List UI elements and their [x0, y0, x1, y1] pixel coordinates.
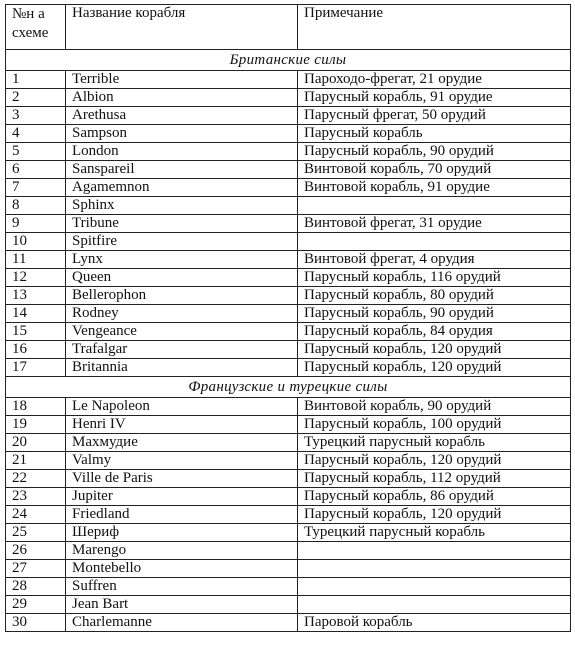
ship-name-cell: Montebello: [66, 560, 298, 578]
ship-name-cell: Vengeance: [66, 323, 298, 341]
ship-number-cell: 24: [6, 506, 66, 524]
ship-name-cell: Trafalgar: [66, 341, 298, 359]
table-row: [6, 125, 571, 143]
ship-note-cell: Парусный корабль, 120 орудий: [298, 452, 571, 470]
section-title: Британские силы: [6, 50, 571, 71]
ship-number-cell: 9: [6, 215, 66, 233]
ship-note-cell: Парусный корабль, 80 орудий: [298, 287, 571, 305]
ship-name-cell: Lynx: [66, 251, 298, 269]
ship-number-cell: 2: [6, 89, 66, 107]
table-row: [6, 359, 571, 377]
table-row: [6, 287, 571, 305]
ship-name-cell: Agamemnon: [66, 179, 298, 197]
ship-note-cell: Винтовой корабль, 70 орудий: [298, 161, 571, 179]
ship-note-cell: Парусный корабль, 86 орудий: [298, 488, 571, 506]
ship-number-cell: 4: [6, 125, 66, 143]
ship-note-cell: Парусный корабль: [298, 125, 571, 143]
ship-number-cell: 12: [6, 269, 66, 287]
ship-number-cell: 11: [6, 251, 66, 269]
ship-name-cell: Sanspareil: [66, 161, 298, 179]
ship-number-cell: 26: [6, 542, 66, 560]
ship-number-cell: 17: [6, 359, 66, 377]
table-row: [6, 524, 571, 542]
ship-name-cell: Bellerophon: [66, 287, 298, 305]
ship-number-cell: 13: [6, 287, 66, 305]
table-row: [6, 506, 571, 524]
ship-name-cell: Rodney: [66, 305, 298, 323]
ship-name-cell: London: [66, 143, 298, 161]
ship-name-cell: Jupiter: [66, 488, 298, 506]
column-header-number: №н а схеме: [6, 5, 66, 50]
ship-name-cell: Jean Bart: [66, 596, 298, 614]
ship-name-cell: Sampson: [66, 125, 298, 143]
table-row: [6, 107, 571, 125]
ship-name-cell: Sphinx: [66, 197, 298, 215]
ship-note-cell: Турецкий парусный корабль: [298, 434, 571, 452]
ship-name-cell: Queen: [66, 269, 298, 287]
table-row: [6, 614, 571, 632]
ship-note-cell: Парусный корабль, 120 орудий: [298, 506, 571, 524]
ship-number-cell: 3: [6, 107, 66, 125]
table-row: [6, 488, 571, 506]
table-row: [6, 398, 571, 416]
ship-name-cell: Arethusa: [66, 107, 298, 125]
table-row: [6, 161, 571, 179]
ship-name-cell: Terrible: [66, 71, 298, 89]
ship-note-cell: Пароходо-фрегат, 21 орудие: [298, 71, 571, 89]
ship-note-cell: Винтовой фрегат, 4 орудия: [298, 251, 571, 269]
ship-note-cell: [298, 578, 571, 596]
ship-note-cell: Турецкий парусный корабль: [298, 524, 571, 542]
ship-name-cell: Friedland: [66, 506, 298, 524]
ship-name-cell: Ville de Paris: [66, 470, 298, 488]
ship-name-cell: Tribune: [66, 215, 298, 233]
table-row: [6, 323, 571, 341]
ship-number-cell: 15: [6, 323, 66, 341]
ship-note-cell: Винтовой фрегат, 31 орудие: [298, 215, 571, 233]
ship-note-cell: Парусный корабль, 91 орудие: [298, 89, 571, 107]
column-header-note: Примечание: [298, 5, 571, 50]
ship-name-cell: Spitfire: [66, 233, 298, 251]
table-row: [6, 596, 571, 614]
ship-number-cell: 25: [6, 524, 66, 542]
ship-number-cell: 7: [6, 179, 66, 197]
ship-note-cell: Парусный корабль, 84 орудия: [298, 323, 571, 341]
ship-name-cell: Махмудие: [66, 434, 298, 452]
ship-note-cell: [298, 197, 571, 215]
table-row: [6, 578, 571, 596]
ship-name-cell: Britannia: [66, 359, 298, 377]
ship-number-cell: 27: [6, 560, 66, 578]
ship-note-cell: Винтовой корабль, 90 орудий: [298, 398, 571, 416]
table-row: [6, 416, 571, 434]
ship-number-cell: 20: [6, 434, 66, 452]
section-title: Французские и турецкие силы: [6, 377, 571, 398]
table-row: [6, 452, 571, 470]
table-row: [6, 470, 571, 488]
ships-document: [5, 4, 571, 632]
ship-note-cell: [298, 542, 571, 560]
ship-note-cell: [298, 560, 571, 578]
ship-number-cell: 14: [6, 305, 66, 323]
table-row: [6, 71, 571, 89]
ship-number-cell: 1: [6, 71, 66, 89]
ship-number-cell: 16: [6, 341, 66, 359]
ship-note-cell: [298, 596, 571, 614]
section-header-row: [6, 50, 571, 71]
ship-number-cell: 29: [6, 596, 66, 614]
ship-number-cell: 23: [6, 488, 66, 506]
ship-number-cell: 30: [6, 614, 66, 632]
ship-note-cell: Парусный корабль, 90 орудий: [298, 305, 571, 323]
ship-name-cell: Le Napoleon: [66, 398, 298, 416]
ship-number-cell: 22: [6, 470, 66, 488]
ship-name-cell: Valmy: [66, 452, 298, 470]
section-header-row: [6, 377, 571, 398]
ship-number-cell: 21: [6, 452, 66, 470]
ships-table: [5, 4, 571, 632]
ship-note-cell: Парусный фрегат, 50 орудий: [298, 107, 571, 125]
ship-note-cell: Винтовой корабль, 91 орудие: [298, 179, 571, 197]
table-row: [6, 251, 571, 269]
table-row: [6, 143, 571, 161]
table-row: [6, 560, 571, 578]
ship-note-cell: Парусный корабль, 116 орудий: [298, 269, 571, 287]
ship-number-cell: 6: [6, 161, 66, 179]
ship-name-cell: Albion: [66, 89, 298, 107]
table-body: [6, 50, 571, 632]
column-header-ship-name: Название корабля: [66, 5, 298, 50]
ship-note-cell: Парусный корабль, 120 орудий: [298, 341, 571, 359]
ship-number-cell: 19: [6, 416, 66, 434]
table-row: [6, 305, 571, 323]
ship-name-cell: Henri IV: [66, 416, 298, 434]
ship-number-cell: 28: [6, 578, 66, 596]
ship-note-cell: Парусный корабль, 120 орудий: [298, 359, 571, 377]
table-row: [6, 215, 571, 233]
ship-note-cell: Парусный корабль, 100 орудий: [298, 416, 571, 434]
ship-number-cell: 8: [6, 197, 66, 215]
ship-name-cell: Charlemanne: [66, 614, 298, 632]
ship-number-cell: 5: [6, 143, 66, 161]
table-row: [6, 179, 571, 197]
ship-number-cell: 10: [6, 233, 66, 251]
ship-number-cell: 18: [6, 398, 66, 416]
table-row: [6, 233, 571, 251]
ship-name-cell: Шериф: [66, 524, 298, 542]
ship-name-cell: Suffren: [66, 578, 298, 596]
ship-note-cell: [298, 233, 571, 251]
table-row: [6, 197, 571, 215]
table-row: [6, 269, 571, 287]
ship-note-cell: Паровой корабль: [298, 614, 571, 632]
table-row: [6, 89, 571, 107]
table-header: [6, 5, 571, 50]
table-row: [6, 341, 571, 359]
table-row: [6, 542, 571, 560]
ship-note-cell: Парусный корабль, 112 орудий: [298, 470, 571, 488]
ship-name-cell: Marengo: [66, 542, 298, 560]
table-row: [6, 434, 571, 452]
ship-note-cell: Парусный корабль, 90 орудий: [298, 143, 571, 161]
